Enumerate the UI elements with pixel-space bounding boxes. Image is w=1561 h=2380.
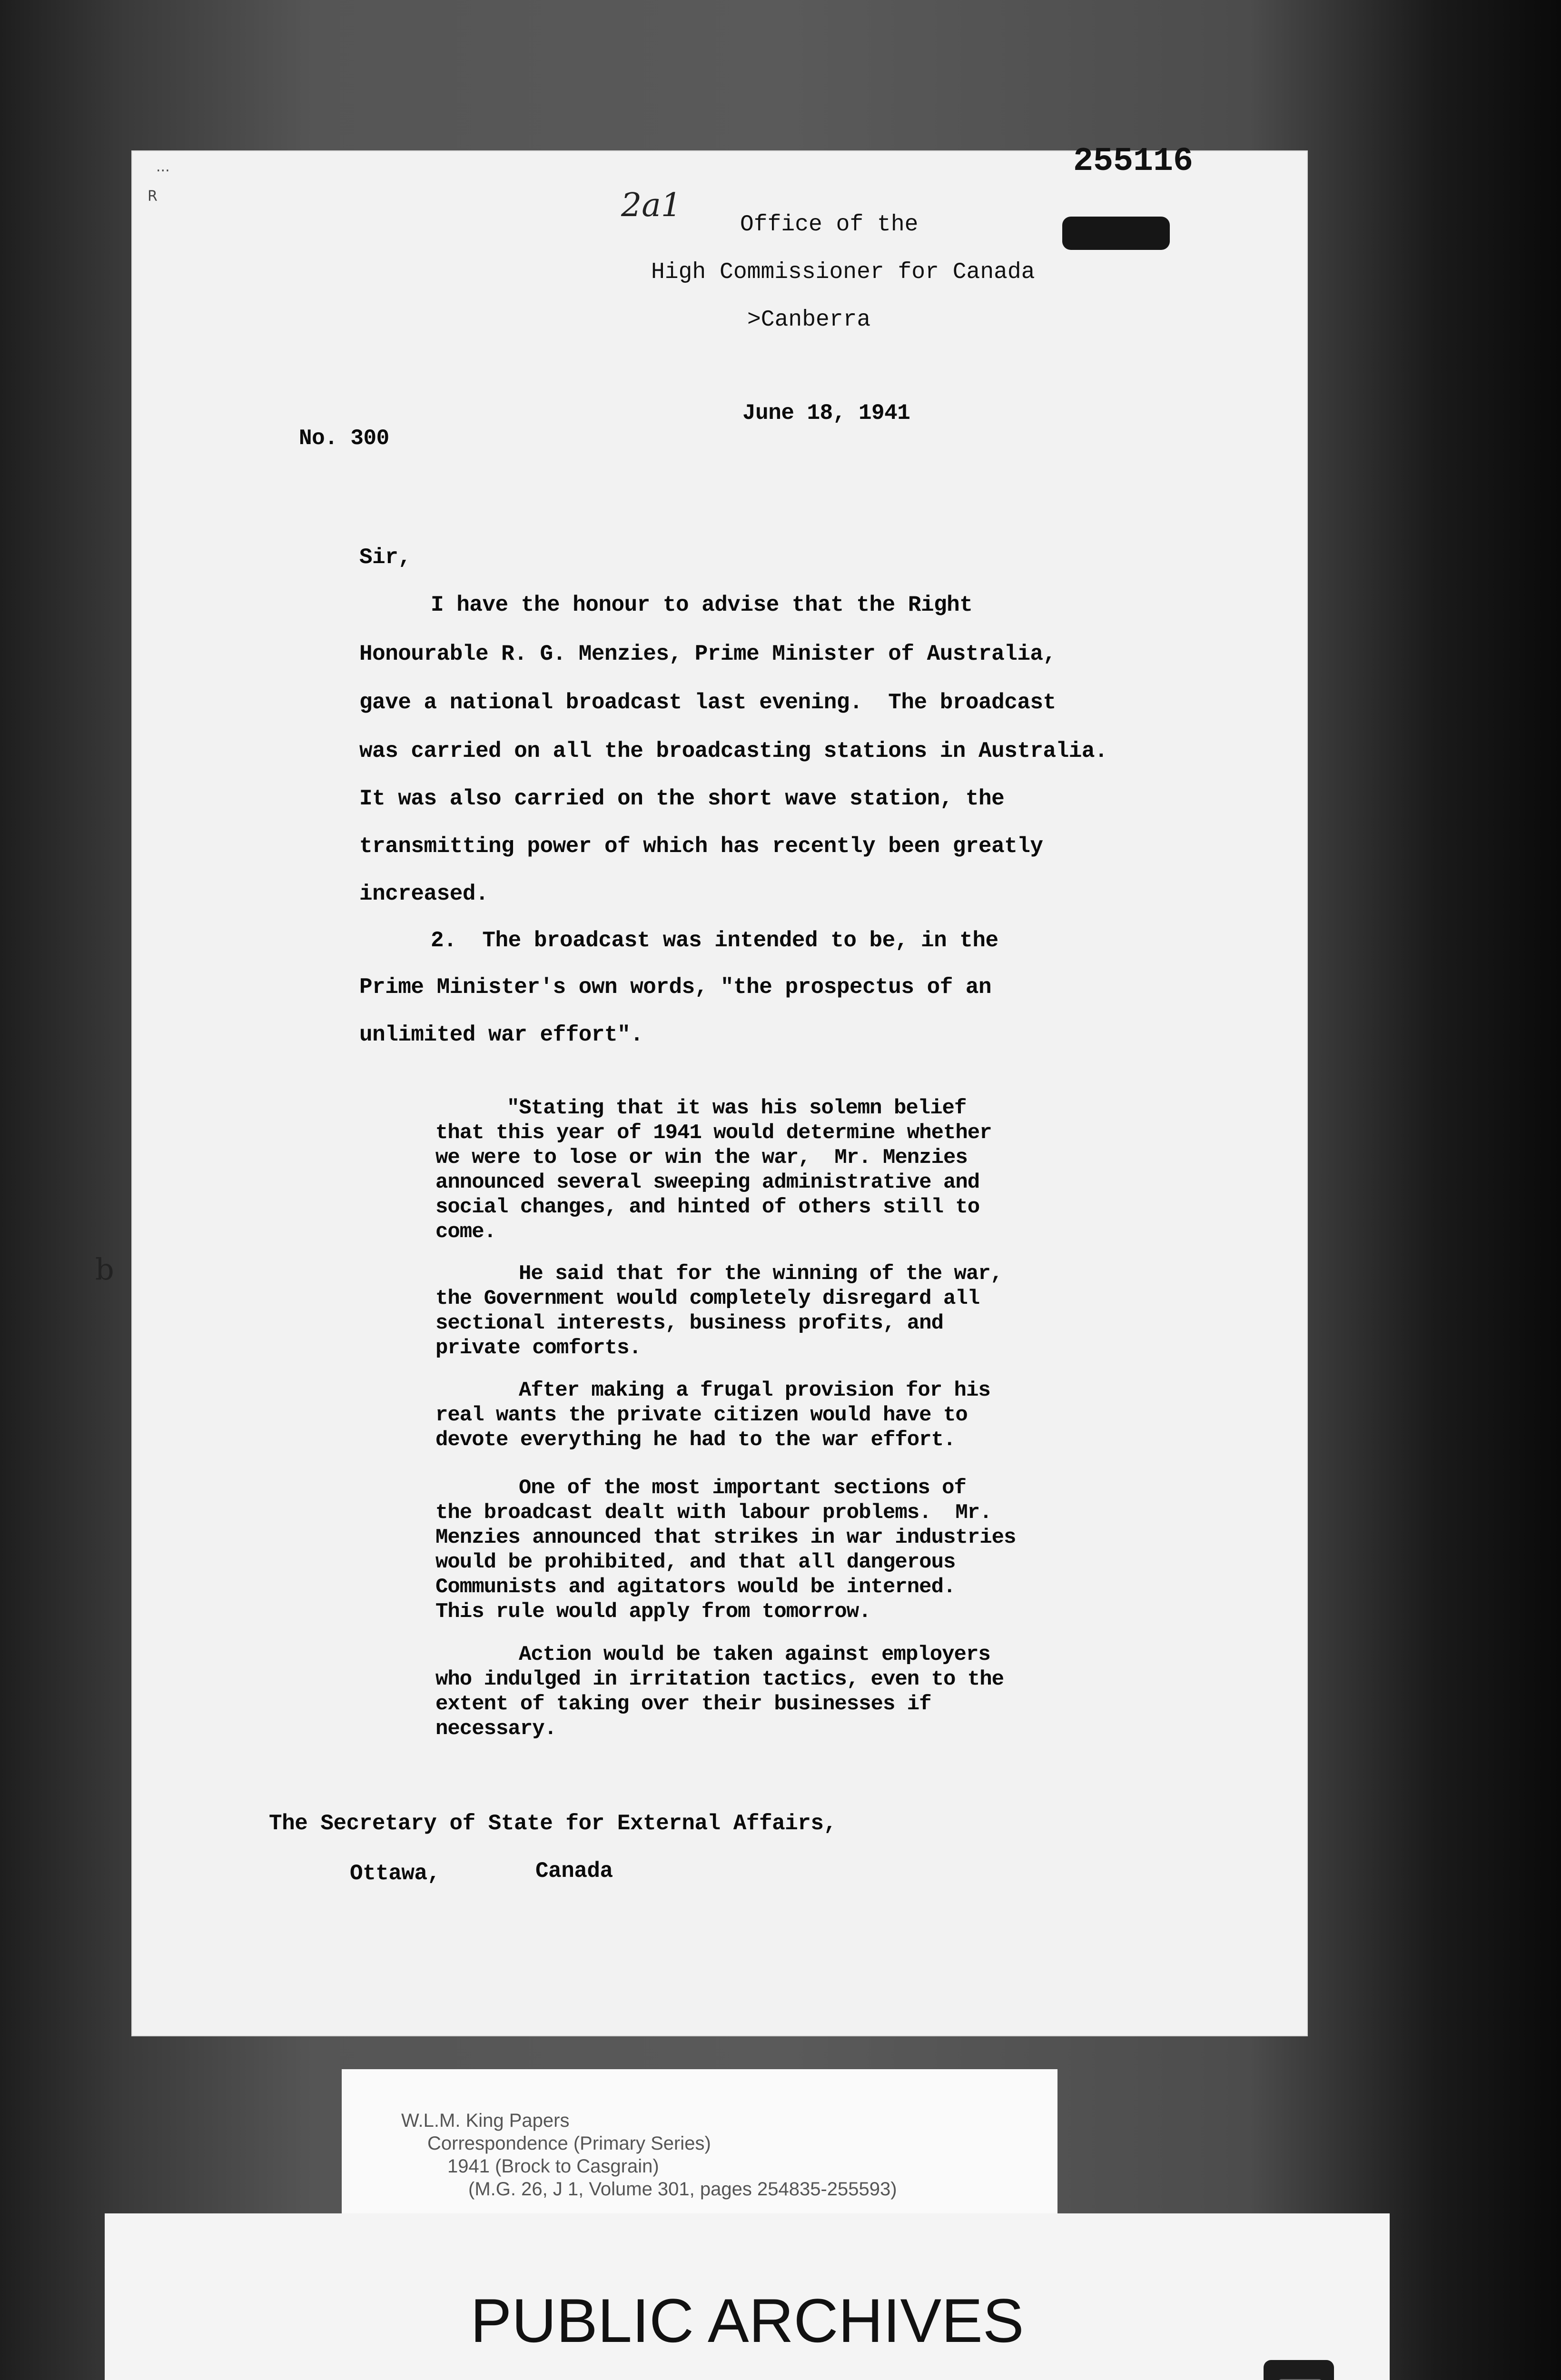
quote-line: sectional interests, business profits, and bbox=[435, 1311, 943, 1335]
quote-line: Communists and agitators would be interned. bbox=[435, 1575, 956, 1599]
reference-number: No. 300 bbox=[299, 426, 389, 451]
quote-line: This rule would apply from tomorrow. bbox=[435, 1600, 871, 1624]
letterhead-line-1: Office of the bbox=[740, 212, 919, 238]
paragraph-2-line: unlimited war effort". bbox=[359, 1022, 643, 1047]
addressee-city: Ottawa, bbox=[350, 1861, 440, 1886]
quote-line: Action would be taken against employers bbox=[519, 1643, 990, 1666]
quote-line: Menzies announced that strikes in war industries bbox=[435, 1526, 1016, 1549]
paragraph-2-line: 2. The broadcast was intended to be, in the bbox=[431, 928, 998, 953]
archive-stamp bbox=[1264, 2360, 1334, 2380]
paragraph-1-line: was carried on all the broadcasting stations in Australia. bbox=[359, 739, 1108, 764]
quote-line: the Government would completely disregard all bbox=[435, 1287, 980, 1310]
archives-banner bbox=[105, 2213, 1390, 2380]
margin-mark-r: R bbox=[148, 188, 158, 205]
quote-line: announced several sweeping administrative and bbox=[435, 1170, 980, 1194]
salutation: Sir, bbox=[359, 545, 411, 570]
quote-line: "Stating that it was his solemn belief bbox=[507, 1096, 967, 1120]
archives-english: PUBLIC ARCHIVES bbox=[470, 2286, 1024, 2355]
paragraph-1-line: increased. bbox=[359, 882, 489, 906]
paragraph-1-line: Honourable R. G. Menzies, Prime Minister of Australia, bbox=[359, 642, 1056, 666]
quote-line: devote everything he had to the war effort. bbox=[435, 1428, 956, 1452]
quote-line: that this year of 1941 would determine whether bbox=[435, 1121, 992, 1145]
margin-mark-dots: ... bbox=[156, 159, 170, 175]
handwritten-mark: 2a1 bbox=[621, 187, 682, 224]
label-line: W.L.M. King Papers bbox=[401, 2110, 570, 2131]
quote-line: After making a frugal provision for his bbox=[519, 1378, 990, 1402]
quote-line: He said that for the winning of the war, bbox=[519, 1262, 1003, 1286]
quote-line: private comforts. bbox=[435, 1336, 641, 1360]
quote-line: we were to lose or win the war, Mr. Menzies bbox=[435, 1146, 968, 1170]
quote-line: come. bbox=[435, 1220, 496, 1244]
label-line: (M.G. 26, J 1, Volume 301, pages 254835-255593) bbox=[468, 2179, 897, 2200]
quote-line: social changes, and hinted of others still to bbox=[435, 1195, 980, 1219]
paragraph-1-line: I have the honour to advise that the Right bbox=[431, 593, 973, 617]
addressee-country: Canada bbox=[535, 1859, 613, 1884]
paragraph-2-line: Prime Minister's own words, "the prospectus of an bbox=[359, 975, 992, 1000]
paragraph-1-line: It was also carried on the short wave station, the bbox=[359, 786, 1005, 811]
label-line: 1941 (Brock to Casgrain) bbox=[447, 2156, 659, 2177]
quote-line: extent of taking over their businesses if bbox=[435, 1692, 931, 1716]
letterhead-line-2: High Commissioner for Canada bbox=[651, 259, 1035, 285]
paragraph-1-line: gave a national broadcast last evening. The broadcast bbox=[359, 690, 1056, 715]
quote-line: the broadcast dealt with labour problems. Mr. bbox=[435, 1501, 992, 1525]
page-number: 255116 bbox=[1073, 143, 1194, 180]
quote-line: necessary. bbox=[435, 1717, 557, 1741]
paragraph-1-line: transmitting power of which has recently been greatly bbox=[359, 834, 1043, 859]
quote-line: One of the most important sections of bbox=[519, 1476, 966, 1500]
quote-line: who indulged in irritation tactics, even to the bbox=[435, 1667, 1004, 1691]
archive-reference-label bbox=[342, 2069, 1057, 2215]
letter-date: June 18, 1941 bbox=[742, 401, 910, 426]
quote-line: real wants the private citizen would have to bbox=[435, 1403, 968, 1427]
addressee-line: The Secretary of State for External Affairs, bbox=[269, 1811, 837, 1836]
margin-mark-b: b bbox=[95, 1252, 114, 1287]
redaction-mark bbox=[1062, 217, 1170, 250]
label-line: Correspondence (Primary Series) bbox=[427, 2133, 711, 2154]
quote-line: would be prohibited, and that all dangerous bbox=[435, 1550, 956, 1574]
letterhead-line-3: >Canberra bbox=[747, 307, 871, 333]
